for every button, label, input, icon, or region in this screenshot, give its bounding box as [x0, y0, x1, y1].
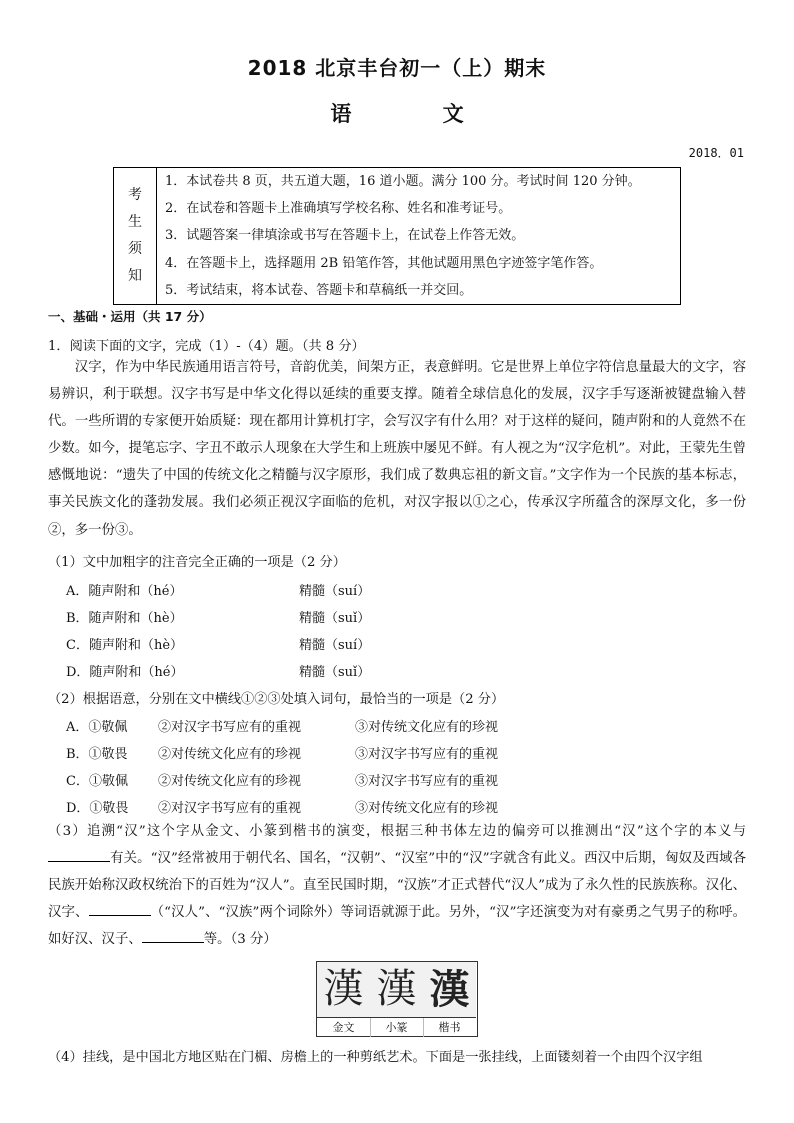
option-d-left: D．随声附和（hé）: [66, 665, 184, 680]
answer-blank: [142, 929, 204, 943]
section-heading: 一、基础・运用（共 17 分）: [48, 309, 212, 324]
xiaozhuan-glyph: 漢: [370, 962, 424, 1017]
notice-item: 5．考试结束，将本试卷、答题卡和草稿纸一并交回。: [165, 282, 473, 298]
notice-item: 4．在答题卡上，选择题用 2B 铅笔作答，其他试题用黑色字迹签字笔作答。: [165, 255, 603, 271]
question-1-intro: 1．阅读下面的文字，完成（1）-（4）题。（共 8 分）: [48, 339, 365, 354]
kaishu-glyph: 漢: [423, 962, 476, 1017]
option-a-2: ②对汉字书写应有的重视: [158, 720, 302, 735]
subject-title: 语 文: [330, 102, 506, 126]
option-c-left: C．随声附和（hè）: [66, 638, 184, 653]
option-d-3: ③对传统文化应有的珍视: [355, 801, 499, 816]
option-d-1: D．①敬畏: [66, 801, 129, 816]
option-a-1: A．①敬佩: [66, 720, 128, 735]
caption-xiaozhuan: 小篆: [370, 1017, 424, 1037]
option-b-left: B．随声附和（hè）: [66, 611, 183, 626]
option-b-3: ③对汉字书写应有的重视: [355, 747, 499, 762]
caption-kaishu: 楷书: [423, 1017, 476, 1037]
answer-blank: [48, 848, 110, 862]
notice-item: 1．本试卷共 8 页，共五道大题，16 道小题。满分 100 分。考试时间 120 分钟。: [165, 174, 641, 189]
option-c-2: ②对传统文化应有的珍视: [158, 774, 302, 789]
option-d-right: 精髓（suǐ）: [299, 665, 371, 680]
sub-question-2-stem: （2）根据语意，分别在文中横线①②③处填入词句，最恰当的一项是（2 分）: [48, 692, 505, 707]
notice-item: 3．试题答案一律填涂或书写在答题卡上，在试卷上作答无效。: [165, 228, 525, 244]
notice-label: 考 生 须 知: [114, 168, 157, 305]
notice-items: [157, 168, 681, 305]
option-d-2: ②对汉字书写应有的重视: [158, 801, 302, 816]
option-c-right: 精髓（suí）: [299, 638, 371, 653]
option-c-1: C．①敬佩: [66, 774, 128, 789]
exam-date: 2018．01: [688, 146, 744, 160]
sub-question-3: （3）追溯“汉”这个字从金文、小篆到楷书的演变，根据三种书体左边的偏旁可以推测出“汉”这个字的本义与有关。“汉”经常被用于朝代名、国名，“汉朝”、“汉室”中的“汉”字就含有此义。西汉中后期，匈奴及西域各民族开始称汉政权统治下的百姓为“汉人”。直至民国时期，“汉族”才正式替代“汉人”成为了永久性的民族族称。汉化、汉字、 （“汉人”、“汉族”两个词除外）等词语就源于此。另外，“汉”字还演变为对有豪勇之气男子的称呼。如好汉、汉子、 等。（3 分）: [48, 824, 747, 948]
caption-jinwen: 金文: [317, 1017, 371, 1037]
option-a-right: 精髓（suí）: [299, 584, 371, 599]
reading-passage: 汉字，作为中华民族通用语言符号，音韵优美，间架方正，表意鲜明。它是世界上单位字符信息量最大的文字，容易辨识，利于联想。汉字书写是中华文化得以延续的重要支撑。随着全球信息化的发展，汉字手写逐渐被键盘输入替代。一些所谓的专家便开始质疑：现在都用计算机打字，会写汉字有什么用？对于这样的疑问，随声附和的人竟然不在少数。如今，提笔忘字、字丑不敢示人现象在大学生和上班族中屡见不鲜。有人视之为“汉字危机”。对此，王蒙先生曾感慨地说：“遗失了中国的传统文化之精髓与汉字原形，我们成了数典忘祖的新文盲。”文字作为一个民族的基本标志，事关民族文化的蓬勃发展。我们必须正视汉字面临的危机，对汉字报以①之心，传承汉字所蕴含的深厚文化，多一份②，多一份③。: [48, 360, 746, 538]
answer-blank: [89, 902, 151, 916]
sub-question-4: （4）挂线，是中国北方地区贴在门楣、房檐上的一种剪纸艺术。下面是一张挂线，上面镂刻着一个由四个汉字组: [48, 1050, 703, 1065]
exam-title: 2018 北京丰台初一（上）期末: [247, 56, 547, 80]
option-a-left: A．随声附和（hé）: [66, 584, 183, 599]
option-b-1: B．①敬畏: [66, 747, 128, 762]
option-b-2: ②对传统文化应有的珍视: [158, 747, 302, 762]
sub-question-1-stem: （1）文中加粗字的注音完全正确的一项是（2 分）: [48, 555, 346, 570]
option-a-3: ③对传统文化应有的珍视: [355, 720, 499, 735]
notice-item: 2．在试卷和答题卡上准确填写学校名称、姓名和准考证号。: [165, 201, 512, 217]
exam-notice-table: [113, 167, 681, 305]
han-character-evolution-figure: [316, 961, 478, 1037]
option-c-3: ③对汉字书写应有的重视: [355, 774, 499, 789]
jinwen-glyph: 漢: [317, 962, 371, 1017]
option-b-right: 精髓（suǐ）: [299, 611, 371, 626]
